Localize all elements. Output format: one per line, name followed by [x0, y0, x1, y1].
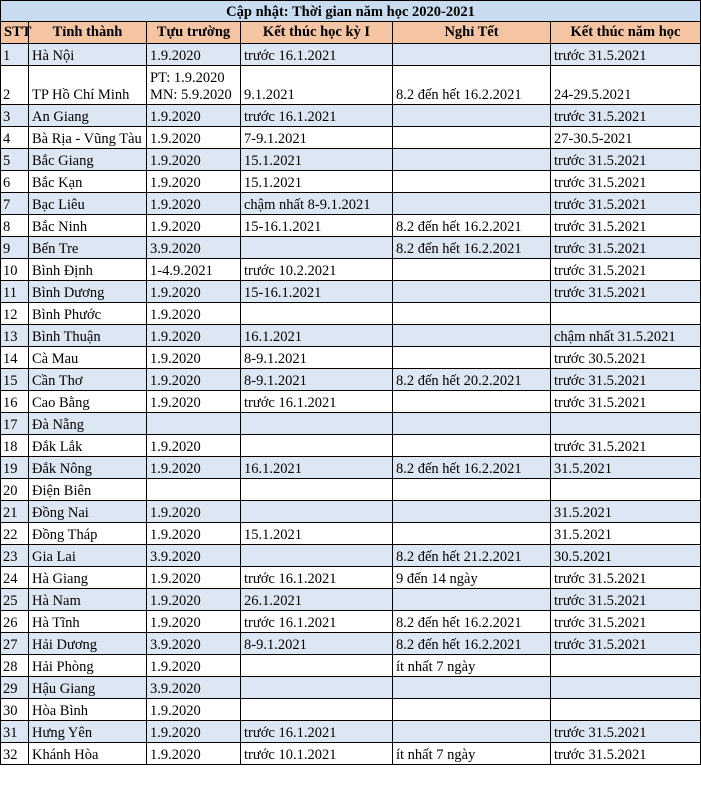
cell-province: Khánh Hòa: [29, 743, 147, 765]
cell-start: 1.9.2020: [147, 567, 241, 589]
cell-year-end: 31.5.2021: [551, 457, 701, 479]
cell-semester-end: 15.1.2021: [241, 171, 393, 193]
cell-line: PT: 1.9.2020: [150, 70, 225, 86]
header-year-end: Kết thúc năm học: [551, 22, 701, 44]
cell-province: Hà Giang: [29, 567, 147, 589]
cell-year-end: trước 31.5.2021: [551, 259, 701, 281]
table-row: [1, 479, 701, 501]
cell-tet: ít nhất 7 ngày: [393, 743, 551, 765]
cell-tet: 8.2 đến hết 16.2.2021: [393, 611, 551, 633]
table-row: [1, 347, 701, 369]
cell-start: 1.9.2020: [147, 457, 241, 479]
cell-year-end: [551, 413, 701, 435]
cell-tet: [393, 281, 551, 303]
table-row: [1, 44, 701, 66]
cell-stt: 9: [1, 237, 29, 259]
cell-start: 1.9.2020: [147, 281, 241, 303]
cell-stt: 13: [1, 325, 29, 347]
cell-province: Đà Nẵng: [29, 413, 147, 435]
table-row: [1, 369, 701, 391]
cell-start: 1.9.2020: [147, 655, 241, 677]
cell-start: 1.9.2020: [147, 44, 241, 66]
cell-year-end: trước 31.5.2021: [551, 589, 701, 611]
cell-semester-end: [241, 677, 393, 699]
cell-semester-end: [241, 479, 393, 501]
cell-province: Bến Tre: [29, 237, 147, 259]
cell-semester-end: [241, 303, 393, 325]
cell-start: 1-4.9.2021: [147, 259, 241, 281]
cell-start: 1.9.2020: [147, 215, 241, 237]
table-row: [1, 435, 701, 457]
cell-start: 1.9.2020: [147, 611, 241, 633]
cell-semester-end: 15.1.2021: [241, 149, 393, 171]
cell-stt: 14: [1, 347, 29, 369]
cell-tet: ít nhất 7 ngày: [393, 655, 551, 677]
cell-start: [147, 413, 241, 435]
cell-start: 3.9.2020: [147, 633, 241, 655]
cell-stt: 17: [1, 413, 29, 435]
cell-year-end: [551, 479, 701, 501]
cell-semester-end: trước 10.2.2021: [241, 259, 393, 281]
table-row: [1, 721, 701, 743]
cell-year-end: chậm nhất 31.5.2021: [551, 325, 701, 347]
cell-stt: 3: [1, 105, 29, 127]
cell-start: 1.9.2020: [147, 303, 241, 325]
cell-stt: 31: [1, 721, 29, 743]
header-province: Tỉnh thành: [29, 22, 147, 44]
table-row: [1, 325, 701, 347]
cell-year-end: trước 30.5.2021: [551, 347, 701, 369]
cell-stt: 4: [1, 127, 29, 149]
cell-start: 1.9.2020: [147, 127, 241, 149]
header-semester-end: Kết thúc học kỳ I: [241, 22, 393, 44]
cell-year-end: trước 31.5.2021: [551, 105, 701, 127]
cell-tet: 8.2 đến hết 16.2.2021: [393, 66, 551, 105]
cell-year-end: trước 31.5.2021: [551, 721, 701, 743]
cell-start: 1.9.2020: [147, 721, 241, 743]
cell-province: Hậu Giang: [29, 677, 147, 699]
cell-stt: 11: [1, 281, 29, 303]
cell-year-end: trước 31.5.2021: [551, 743, 701, 765]
cell-line: MN: 5.9.2020: [150, 87, 232, 103]
cell-province: Bạc Liêu: [29, 193, 147, 215]
cell-province: Hà Nội: [29, 44, 147, 66]
cell-province: Bà Rịa - Vũng Tàu: [29, 127, 147, 149]
cell-stt: 22: [1, 523, 29, 545]
cell-year-end: [551, 699, 701, 721]
table-row: [1, 655, 701, 677]
cell-year-end: trước 31.5.2021: [551, 281, 701, 303]
cell-start: 3.9.2020: [147, 237, 241, 259]
table-row: [1, 127, 701, 149]
cell-year-end: trước 31.5.2021: [551, 237, 701, 259]
table-row: [1, 391, 701, 413]
cell-start: 1.9.2020: [147, 523, 241, 545]
cell-semester-end: trước 16.1.2021: [241, 611, 393, 633]
cell-tet: 8.2 đến hết 16.2.2021: [393, 237, 551, 259]
cell-province: Hải Dương: [29, 633, 147, 655]
cell-stt: 19: [1, 457, 29, 479]
cell-start: 1.9.2020: [147, 347, 241, 369]
cell-semester-end: 26.1.2021: [241, 589, 393, 611]
table-row: [1, 589, 701, 611]
cell-stt: 29: [1, 677, 29, 699]
cell-semester-end: 15-16.1.2021: [241, 281, 393, 303]
cell-province: Bắc Kạn: [29, 171, 147, 193]
cell-start: 1.9.2020: [147, 171, 241, 193]
cell-province: Hưng Yên: [29, 721, 147, 743]
cell-year-end: [551, 655, 701, 677]
cell-tet: [393, 347, 551, 369]
table-row: [1, 193, 701, 215]
cell-year-end: trước 31.5.2021: [551, 149, 701, 171]
cell-year-end: 30.5.2021: [551, 545, 701, 567]
cell-start: 1.9.2020: [147, 369, 241, 391]
table-row: [1, 303, 701, 325]
cell-province: An Giang: [29, 105, 147, 127]
table-row: [1, 611, 701, 633]
cell-stt: 6: [1, 171, 29, 193]
cell-semester-end: 8-9.1.2021: [241, 633, 393, 655]
cell-year-end: trước 31.5.2021: [551, 435, 701, 457]
cell-province: Đồng Tháp: [29, 523, 147, 545]
table-row: [1, 501, 701, 523]
cell-year-end: trước 31.5.2021: [551, 215, 701, 237]
cell-semester-end: 15.1.2021: [241, 523, 393, 545]
cell-start: 1.9.2020: [147, 149, 241, 171]
header-stt: STT: [1, 22, 29, 44]
cell-tet: [393, 127, 551, 149]
cell-semester-end: 7-9.1.2021: [241, 127, 393, 149]
title-row: [1, 1, 701, 22]
cell-tet: [393, 259, 551, 281]
cell-semester-end: chậm nhất 8-9.1.2021: [241, 193, 393, 215]
cell-tet: 8.2 đến hết 20.2.2021: [393, 369, 551, 391]
cell-semester-end: 15-16.1.2021: [241, 215, 393, 237]
cell-stt: 20: [1, 479, 29, 501]
cell-year-end: trước 31.5.2021: [551, 171, 701, 193]
cell-start: 3.9.2020: [147, 545, 241, 567]
cell-semester-end: 16.1.2021: [241, 325, 393, 347]
cell-stt: 8: [1, 215, 29, 237]
cell-tet: [393, 479, 551, 501]
cell-province: Điện Biên: [29, 479, 147, 501]
cell-semester-end: [241, 237, 393, 259]
cell-tet: 8.2 đến hết 16.2.2021: [393, 633, 551, 655]
cell-start: 3.9.2020: [147, 677, 241, 699]
cell-province: Bắc Ninh: [29, 215, 147, 237]
cell-tet: 8.2 đến hết 16.2.2021: [393, 215, 551, 237]
cell-year-end: 27-30.5-2021: [551, 127, 701, 149]
cell-stt: 28: [1, 655, 29, 677]
cell-tet: [393, 391, 551, 413]
table-row: [1, 567, 701, 589]
cell-year-end: 31.5.2021: [551, 501, 701, 523]
cell-year-end: trước 31.5.2021: [551, 391, 701, 413]
table-row: [1, 699, 701, 721]
cell-province: Bình Phước: [29, 303, 147, 325]
cell-tet: [393, 44, 551, 66]
cell-stt: 2: [1, 66, 29, 105]
cell-tet: [393, 149, 551, 171]
table-row: [1, 105, 701, 127]
cell-province: Đồng Nai: [29, 501, 147, 523]
cell-semester-end: [241, 501, 393, 523]
cell-semester-end: 8-9.1.2021: [241, 369, 393, 391]
cell-tet: 8.2 đến hết 16.2.2021: [393, 457, 551, 479]
cell-province: Hà Nam: [29, 589, 147, 611]
cell-semester-end: [241, 545, 393, 567]
cell-province: Hòa Bình: [29, 699, 147, 721]
cell-stt: 21: [1, 501, 29, 523]
cell-semester-end: 16.1.2021: [241, 457, 393, 479]
cell-year-end: trước 31.5.2021: [551, 44, 701, 66]
table-row: [1, 171, 701, 193]
table-row: [1, 281, 701, 303]
cell-tet: [393, 193, 551, 215]
cell-province: Hà Tĩnh: [29, 611, 147, 633]
cell-stt: 25: [1, 589, 29, 611]
cell-year-end: trước 31.5.2021: [551, 193, 701, 215]
cell-stt: 30: [1, 699, 29, 721]
cell-stt: 24: [1, 567, 29, 589]
cell-start: 1.9.2020: [147, 193, 241, 215]
cell-stt: 12: [1, 303, 29, 325]
cell-semester-end: trước 16.1.2021: [241, 44, 393, 66]
cell-semester-end: trước 16.1.2021: [241, 721, 393, 743]
cell-semester-end: [241, 413, 393, 435]
cell-stt: 23: [1, 545, 29, 567]
cell-start: 1.9.2020: [147, 743, 241, 765]
cell-tet: [393, 435, 551, 457]
table-row: [1, 66, 701, 105]
cell-province: Đắk Nông: [29, 457, 147, 479]
cell-province: Cao Bằng: [29, 391, 147, 413]
cell-tet: 9 đến 14 ngày: [393, 567, 551, 589]
header-tet: Nghỉ Tết: [393, 22, 551, 44]
table-row: [1, 413, 701, 435]
table-row: [1, 677, 701, 699]
cell-semester-end: 8-9.1.2021: [241, 347, 393, 369]
cell-semester-end: trước 16.1.2021: [241, 391, 393, 413]
cell-semester-end: trước 16.1.2021: [241, 567, 393, 589]
cell-province: Cần Thơ: [29, 369, 147, 391]
cell-tet: 8.2 đến hết 21.2.2021: [393, 545, 551, 567]
cell-year-end: trước 31.5.2021: [551, 369, 701, 391]
cell-start: 1.9.2020: [147, 501, 241, 523]
cell-start: 1.9.2020: [147, 325, 241, 347]
header-start: Tựu trường: [147, 22, 241, 44]
cell-tet: [393, 325, 551, 347]
cell-tet: [393, 171, 551, 193]
cell-tet: [393, 677, 551, 699]
cell-start: 1.9.2020: [147, 391, 241, 413]
cell-stt: 1: [1, 44, 29, 66]
table-row: [1, 633, 701, 655]
table-row: [1, 523, 701, 545]
table-row: [1, 545, 701, 567]
cell-tet: [393, 105, 551, 127]
table-row: [1, 457, 701, 479]
cell-start: 1.9.2020: [147, 699, 241, 721]
cell-semester-end: [241, 435, 393, 457]
cell-start: 1.9.2020: [147, 435, 241, 457]
cell-semester-end: 9.1.2021: [241, 66, 393, 105]
cell-tet: [393, 699, 551, 721]
header-row: [1, 22, 701, 44]
cell-stt: 16: [1, 391, 29, 413]
cell-province: Hải Phòng: [29, 655, 147, 677]
cell-year-end: trước 31.5.2021: [551, 567, 701, 589]
cell-province: Gia Lai: [29, 545, 147, 567]
cell-year-end: 24-29.5.2021: [551, 66, 701, 105]
cell-year-end: [551, 303, 701, 325]
cell-province: Bắc Giang: [29, 149, 147, 171]
cell-semester-end: trước 10.1.2021: [241, 743, 393, 765]
cell-start: 1.9.2020: [147, 105, 241, 127]
table-row: [1, 259, 701, 281]
cell-start: [147, 479, 241, 501]
cell-stt: 18: [1, 435, 29, 457]
cell-year-end: trước 31.5.2021: [551, 611, 701, 633]
table-row: [1, 149, 701, 171]
cell-stt: 27: [1, 633, 29, 655]
table-row: [1, 743, 701, 765]
cell-semester-end: [241, 699, 393, 721]
cell-stt: 5: [1, 149, 29, 171]
table-title: Cập nhật: Thời gian năm học 2020-2021: [1, 1, 701, 22]
cell-start: [147, 66, 241, 105]
cell-stt: 15: [1, 369, 29, 391]
cell-province: Bình Thuận: [29, 325, 147, 347]
cell-stt: 26: [1, 611, 29, 633]
cell-province: Bình Dương: [29, 281, 147, 303]
table-row: [1, 215, 701, 237]
cell-stt: 7: [1, 193, 29, 215]
cell-semester-end: trước 16.1.2021: [241, 105, 393, 127]
cell-tet: [393, 589, 551, 611]
cell-stt: 10: [1, 259, 29, 281]
cell-tet: [393, 523, 551, 545]
cell-year-end: 31.5.2021: [551, 523, 701, 545]
cell-province: Bình Định: [29, 259, 147, 281]
cell-year-end: trước 31.5.2021: [551, 633, 701, 655]
cell-tet: [393, 721, 551, 743]
table-row: [1, 237, 701, 259]
cell-province: Cà Mau: [29, 347, 147, 369]
cell-tet: [393, 303, 551, 325]
cell-start: 1.9.2020: [147, 589, 241, 611]
cell-year-end: [551, 677, 701, 699]
cell-province: Đắk Lắk: [29, 435, 147, 457]
cell-semester-end: [241, 655, 393, 677]
cell-province: TP Hồ Chí Minh: [29, 66, 147, 105]
cell-tet: [393, 413, 551, 435]
cell-tet: [393, 501, 551, 523]
cell-stt: 32: [1, 743, 29, 765]
